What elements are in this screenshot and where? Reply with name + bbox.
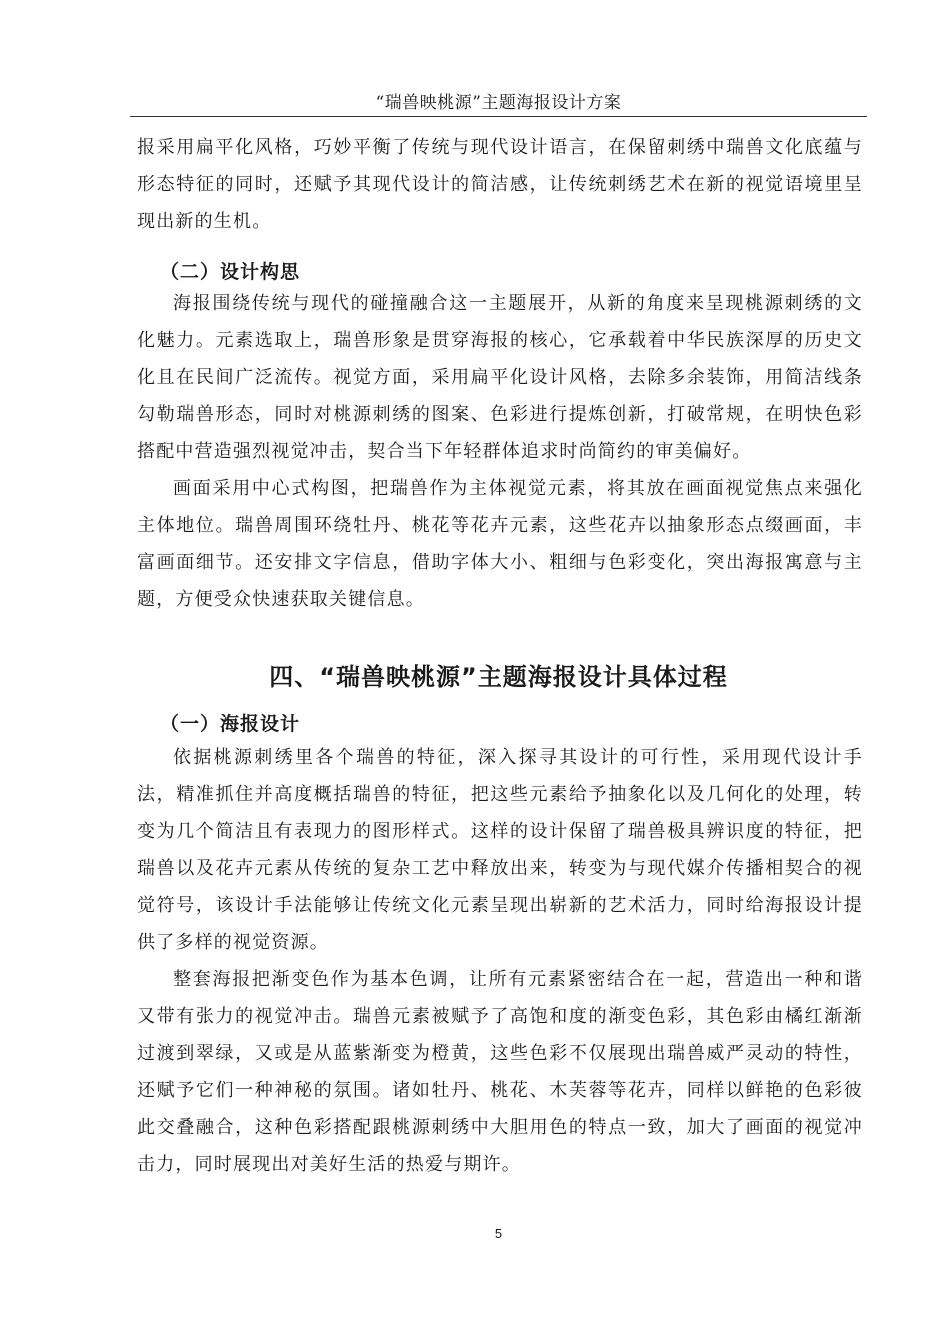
paragraph: 整套海报把渐变色作为基本色调，让所有元素紧密结合在一起，营造出一种和谐又带有张力的视觉冲击。瑞兽元素被赋予了高饱和度的渐变色彩，其色彩由橘红渐渐过渡到翠绿，又或是从蓝紫渐变为橙黄，这些色彩不仅展现出瑞兽威严灵动的特性，还赋予它们一种神秘的氛围。诸如牡丹、桃花、木芙蓉等花卉，同样以鲜艳的色彩彼此交叠融合，这种色彩搭配跟桃源刺绣中大胆用色的特点一致，加大了画面的视觉冲击力，同时展现出对美好生活的热爱与期许。 — [137, 969, 863, 1175]
header-divider — [130, 116, 867, 117]
paragraph: 依据桃源刺绣里各个瑞兽的特征，深入探寻其设计的可行性，采用现代设计手法，精准抓住并高度概括瑞兽的特征，把这些元素给予抽象化以及几何化的处理，转变为几个简洁且有表现力的图形样式。这样的设计保留了瑞兽极具辨识度的特征，把瑞兽以及花卉元素从传统的复杂工艺中释放出来，转变为与现代媒介传播相契合的视觉符号，该设计手法能够让传统文化元素呈现出崭新的艺术活力，同时给海报设计提供了多样的视觉资源。 — [137, 747, 863, 953]
paragraph: 海报围绕传统与现代的碰撞融合这一主题展开，从新的角度来呈现桃源刺绣的文化魅力。元素选取上，瑞兽形象是贯穿海报的核心，它承载着中华民族深厚的历史文化且在民间广泛流传。视觉方面，采用扁平化设计风格，去除多余装饰，用简洁线条勾勒瑞兽形态，同时对桃源刺绣的图案、色彩进行提炼创新，打破常规，在明快色彩搭配中营造强烈视觉冲击，契合当下年轻群体追求时尚简约的审美偏好。 — [137, 293, 863, 462]
continued-paragraph-block — [137, 129, 863, 240]
paragraph: 画面采用中心式构图，把瑞兽作为主体视觉元素，将其放在画面视觉焦点来强化主体地位。瑞兽周围环绕牡丹、桃花等花卉元素，这些花卉以抽象形态点缀画面，丰富画面细节。还安排文字信息，借助字体大小、粗细与色彩变化，突出海报寓意与主题，方便受众快速获取关键信息。 — [137, 478, 863, 610]
poster-design-body — [137, 739, 863, 1183]
subheading-poster-design: （一）海报设计 — [160, 713, 301, 735]
chapter-title: 四、“瑞兽映桃源”主题海报设计具体过程 — [269, 663, 728, 691]
continued-paragraph: 报采用扁平化风格，巧妙平衡了传统与现代设计语言，在保留刺绣中瑞兽文化底蕴与形态特征的同时，还赋予其现代设计的简洁感，让传统刺绣艺术在新的视觉语境里呈现出新的生机。 — [137, 137, 863, 232]
subheading-design-concept: （二）设计构思 — [160, 261, 301, 283]
page-number: 5 — [494, 1226, 503, 1241]
running-header: “瑞兽映桃源”主题海报设计方案 — [375, 93, 622, 113]
design-concept-body — [137, 285, 863, 618]
